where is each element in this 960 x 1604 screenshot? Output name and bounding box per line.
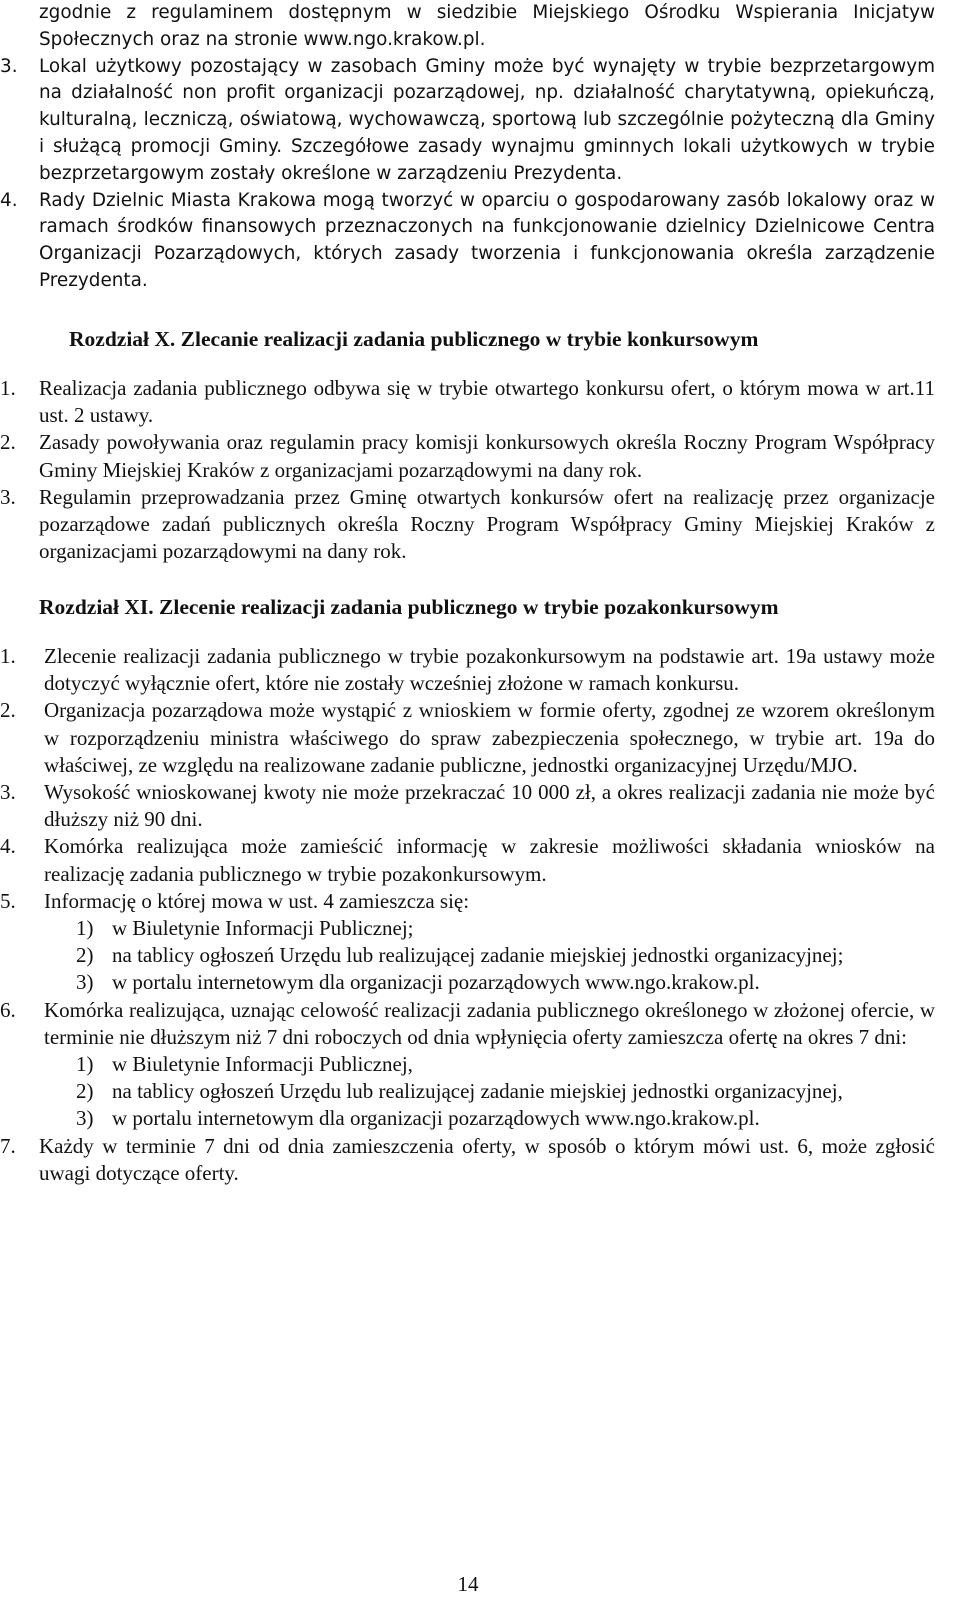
list-item	[0, 643, 935, 697]
sub-item	[44, 1078, 935, 1105]
sub-item-number: 3)	[76, 1106, 94, 1131]
item-number: 4.	[0, 189, 18, 211]
item-text: Informację o której mowa w ust. 4 zamieszcza się:	[44, 888, 470, 913]
sub-item	[44, 969, 935, 996]
sub-item	[44, 1105, 935, 1132]
chapter-x-heading: Rozdział X. Zlecanie realizacji zadania publicznego w trybie konkursowym	[69, 327, 759, 351]
sub-item	[44, 942, 935, 969]
page-number: 14	[457, 1572, 479, 1596]
list-item	[0, 375, 935, 429]
item-number: 4.	[0, 834, 16, 859]
item-text: Rady Dzielnic Miasta Krakowa mogą tworzyć w oparciu o gospodarowany zasób lokalowy oraz w ramach środków finansowych przeznaczonych na funkcjonowanie dzielnicy Dzielnicowe Centra Organizacji Pozarządowych, których zasady tworzenia i funkcjonowania określa zarządzenie Prezydenta.	[39, 189, 935, 291]
sub-item-number: 2)	[76, 1079, 94, 1104]
item-text: Realizacja zadania publicznego odbywa się w trybie otwartego konkursu ofert, o którym mowa w art.11 ust. 2 ustawy.	[39, 376, 935, 428]
item-number: 7.	[0, 1133, 16, 1158]
item-text: Każdy w terminie 7 dni od dnia zamieszczenia oferty, w sposób o którym mówi ust. 6, może zgłosić uwagi dotyczące oferty.	[39, 1133, 935, 1185]
item-text: Komórka realizująca, uznając celowość realizacji zadania publicznego określonego w złożonej ofercie, w terminie nie dłuższym niż 7 dni roboczych od dnia wpłynięcia oferty zamieszcza ofertę na okres 7 dni:	[44, 997, 935, 1049]
item-text: Wysokość wnioskowanej kwoty nie może przekraczać 10 000 zł, a okres realizacji zadania nie może być dłuższy niż 90 dni.	[44, 780, 935, 832]
item-text: Organizacja pozarządowa może wystąpić z wnioskiem w formie oferty, zgodnej ze wzorem określonym w rozporządzeniu ministra właściwego do spraw zabezpieczenia społecznego, w trybie art. 19a do właściwej, ze względu na realizowane zadanie publiczne, jednostki organizacyjnej Urzędu/MJO.	[44, 698, 935, 777]
sub-item-text: na tablicy ogłoszeń Urzędu lub realizującej zadanie miejskiej jednostki organizacyjnej,	[112, 1079, 843, 1104]
intro-text: zgodnie z regulaminem dostępnym w siedzibie Miejskiego Ośrodku Wspierania Inicjatyw Społecznych oraz na stronie www.ngo.krakow.pl.	[39, 2, 935, 50]
sub-item-number: 3)	[76, 970, 94, 995]
sub-item	[44, 915, 935, 942]
chapter-xi-list	[0, 643, 935, 1187]
item-number: 1.	[0, 644, 16, 668]
item-number: 3.	[0, 55, 18, 77]
item-number: 2.	[0, 430, 16, 455]
sub-item-text: w portalu internetowym dla organizacji pozarządowych www.ngo.krakow.pl.	[112, 970, 760, 995]
sub-item	[44, 1051, 935, 1078]
item-text: Regulamin przeprowadzania przez Gminę otwartych konkursów ofert na realizację przez organizacje pozarządowe zadań publicznych określa Roczny Program Współpracy Gminy Miejskiej Kraków z organizacjami pozarządowymi na dany rok.	[39, 484, 935, 564]
item-text: Komórka realizująca może zamieścić informację w zakresie możliwości składania wniosków na realizację zadania publicznego w trybie pozakonkursowym.	[44, 834, 935, 886]
list-item	[0, 54, 935, 188]
intro-paragraph	[39, 0, 935, 54]
item-number: 2.	[0, 698, 16, 723]
list-item	[0, 188, 935, 295]
list-item	[0, 484, 935, 566]
sub-item-number: 1)	[76, 916, 94, 941]
sub-item-text: w Biuletynie Informacji Publicznej,	[112, 1052, 413, 1077]
item-number: 6.	[0, 997, 16, 1022]
sub-item-text: w portalu internetowym dla organizacji pozarządowych www.ngo.krakow.pl.	[112, 1106, 760, 1131]
list-item	[0, 1133, 935, 1187]
item-number: 1.	[0, 376, 16, 400]
list-item	[0, 697, 935, 779]
list-item	[0, 779, 935, 833]
list-item	[0, 429, 935, 483]
item-text: Zlecenie realizacji zadania publicznego w trybie pozakonkursowym na podstawie art. 19a ustawy może dotyczyć wyłącznie ofert, które nie zostały wcześniej złożone w ramach konkursu.	[44, 644, 935, 696]
top-section	[0, 0, 935, 295]
list-item	[0, 888, 935, 997]
sub-item-number: 1)	[76, 1052, 94, 1077]
item-number: 3.	[0, 780, 16, 805]
list-item	[0, 833, 935, 887]
list-item	[0, 997, 935, 1133]
item-text: Lokal użytkowy pozostający w zasobach Gminy może być wynajęty w trybie bezprzetargowym na działalność non profit organizacji pozarządowej, np. działalność charytatywną, opiekuńczą, kulturalną, leczniczą, oświatową, wychowawczą, sportową lub szczególnie pożyteczną dla Gminy i służącą promocji Gminy. Szczegółowe zasady wynajmu gminnych lokali użytkowych w trybie bezprzetargowym zostały określone w zarządzeniu Prezydenta.	[39, 55, 935, 184]
item-text: Zasady powoływania oraz regulamin pracy komisji konkursowych określa Roczny Program Współpracy Gminy Miejskiej Kraków z organizacjami pozarządowymi na dany rok.	[39, 430, 935, 482]
sub-item-text: w Biuletynie Informacji Publicznej;	[112, 916, 414, 941]
item-number: 5.	[0, 888, 16, 913]
item-number: 3.	[0, 484, 16, 509]
chapter-xi-heading: Rozdział XI. Zlecenie realizacji zadania publicznego w trybie pozakonkursowym	[39, 595, 779, 619]
sub-item-text: na tablicy ogłoszeń Urzędu lub realizującej zadanie miejskiej jednostki organizacyjnej;	[112, 943, 844, 968]
chapter-x-list	[0, 375, 935, 565]
sub-item-number: 2)	[76, 943, 94, 968]
